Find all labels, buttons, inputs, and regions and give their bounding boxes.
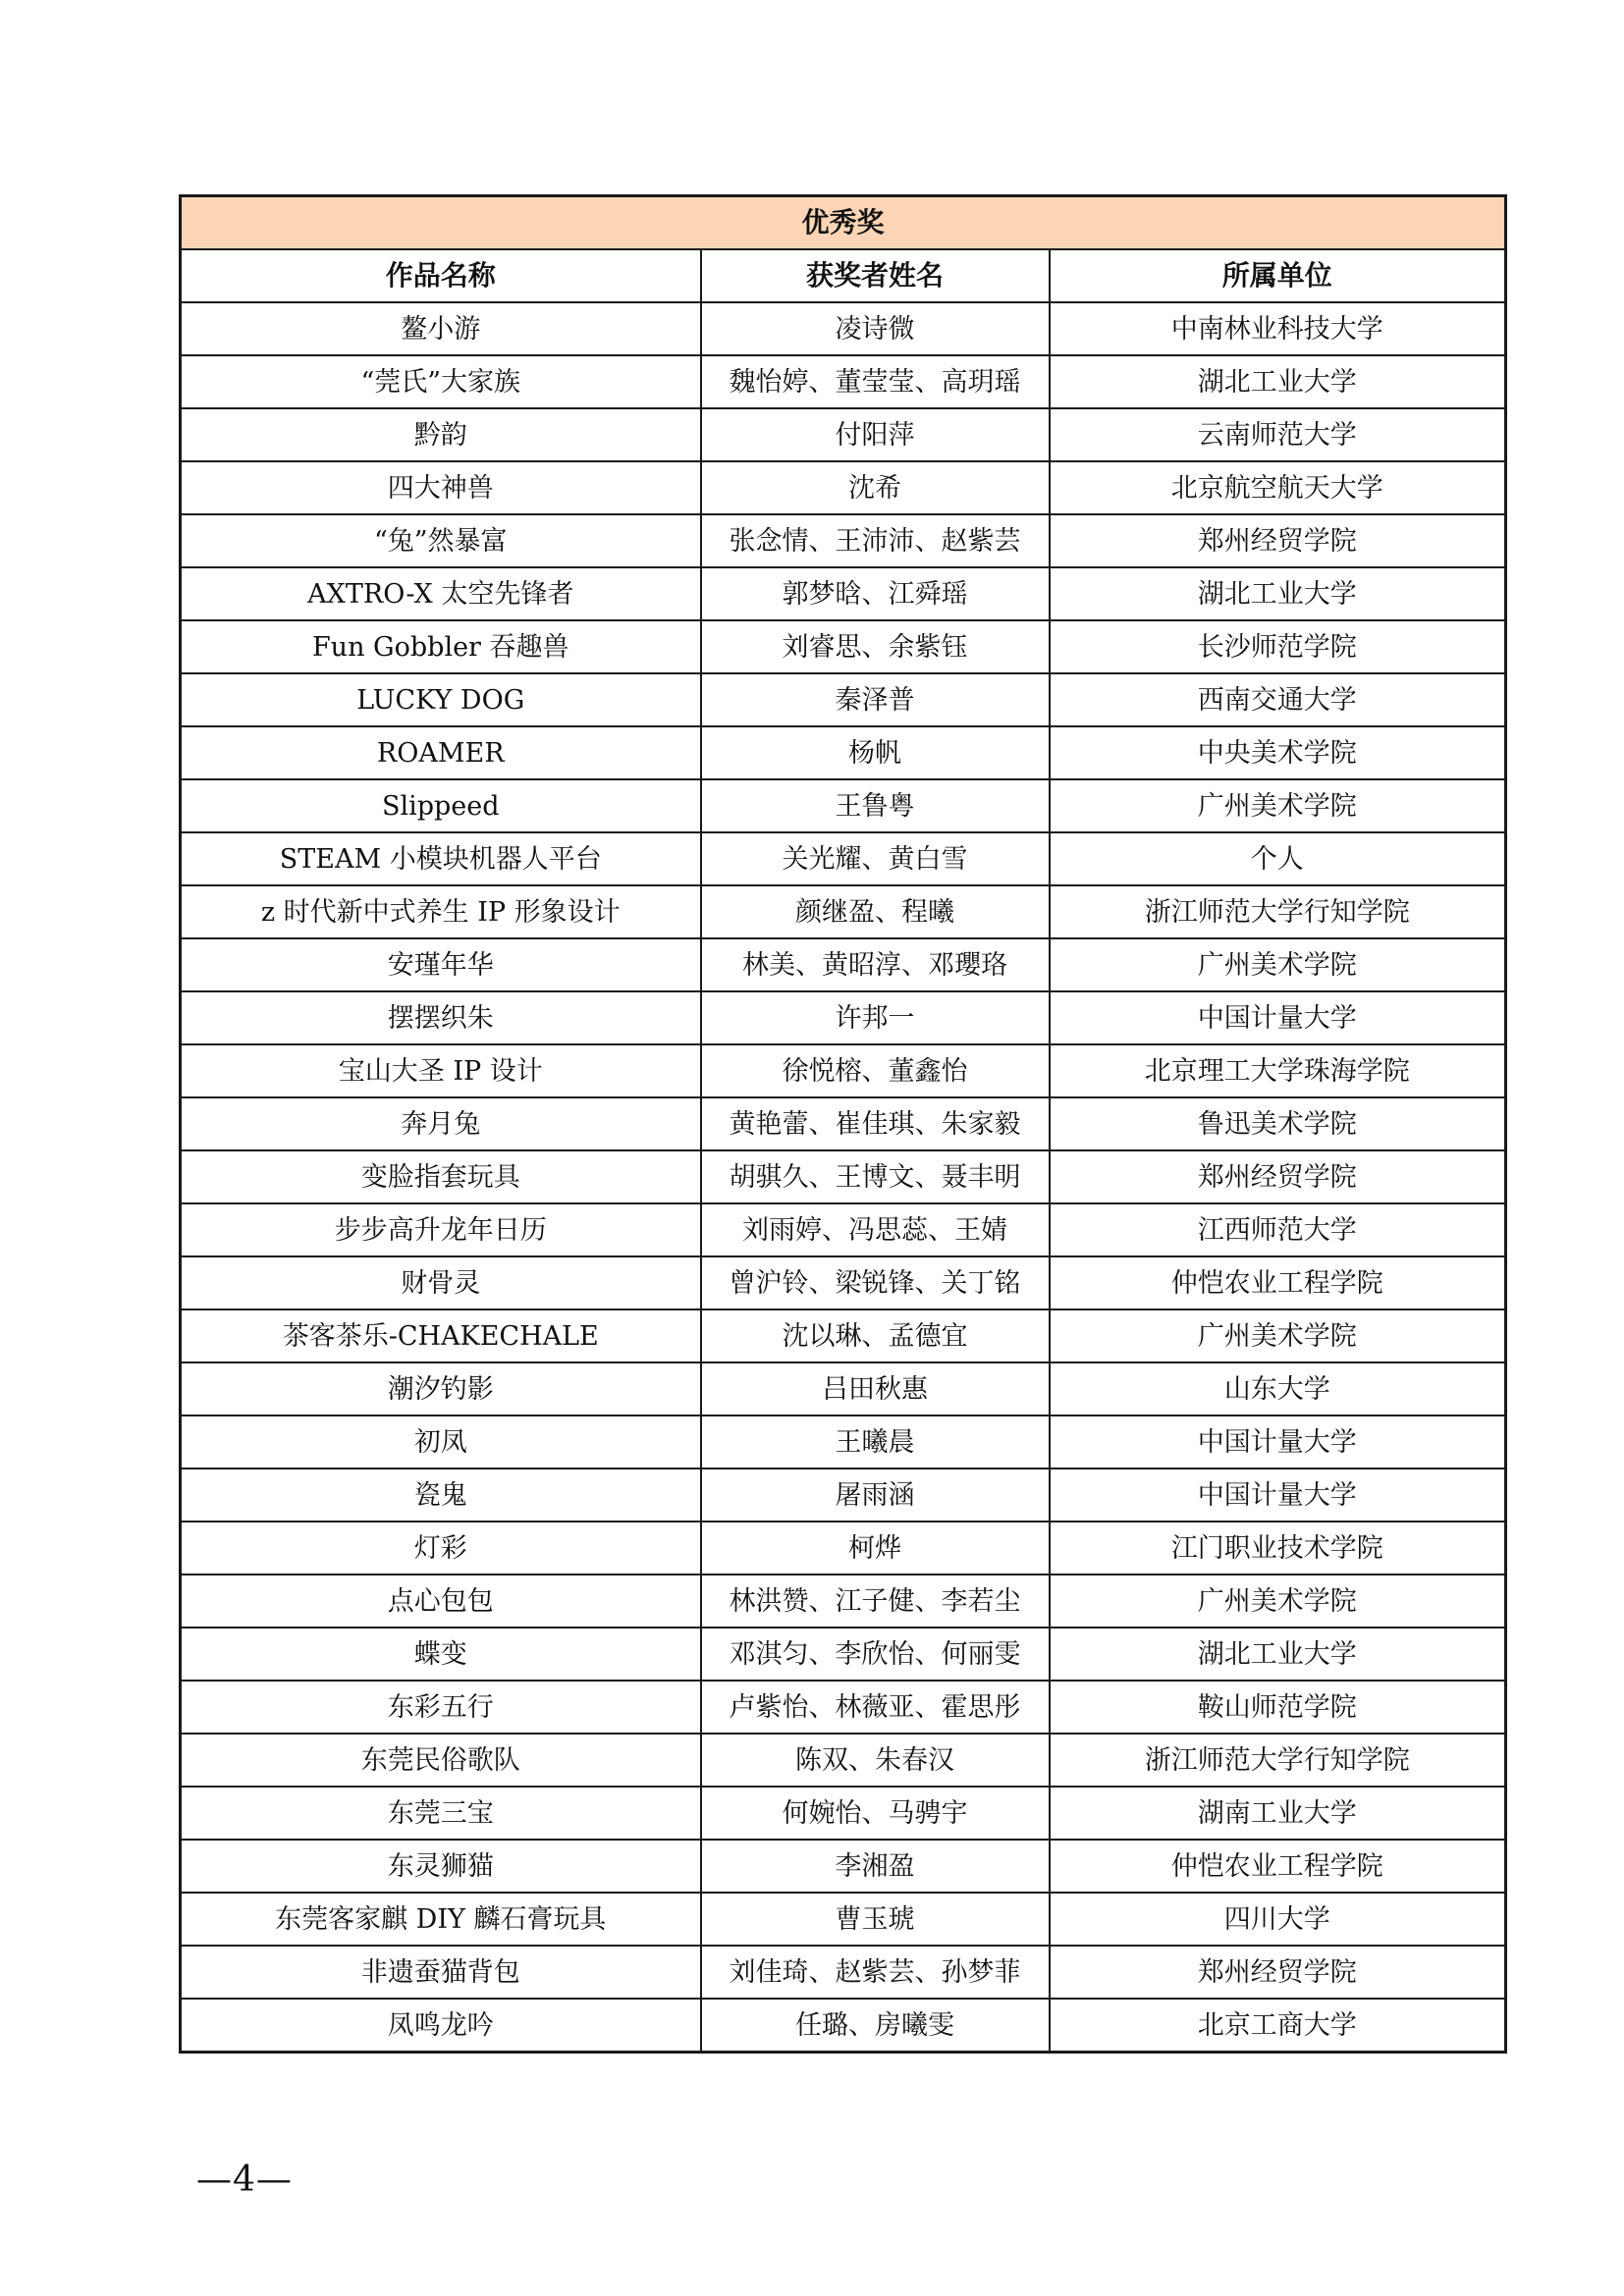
winner-names-cell: 任璐、房曦雯 (701, 1999, 1050, 2053)
work-name-cell: 东莞客家麒 DIY 麟石膏玩具 (181, 1893, 701, 1946)
winner-names-cell: 王曦晨 (701, 1415, 1050, 1468)
table-row (181, 1575, 1506, 1628)
table-row (181, 461, 1506, 514)
table-row (181, 1203, 1506, 1256)
header-row (181, 249, 1506, 302)
table-row (181, 302, 1506, 355)
affiliation-cell: 中国计量大学 (1050, 1415, 1506, 1468)
winner-names-cell: 李湘盈 (701, 1840, 1050, 1893)
table-row (181, 1097, 1506, 1150)
table-row (181, 355, 1506, 408)
winner-names-cell: 徐悦榕、董鑫怡 (701, 1044, 1050, 1097)
affiliation-cell: 广州美术学院 (1050, 1575, 1506, 1628)
table-row (181, 1468, 1506, 1522)
table-row (181, 726, 1506, 779)
winner-names-cell: 关光耀、黄白雪 (701, 832, 1050, 885)
table-row (181, 1946, 1506, 1999)
winner-names-cell: 林洪赞、江子健、李若尘 (701, 1575, 1050, 1628)
affiliation-cell: 湖北工业大学 (1050, 1628, 1506, 1681)
table-row (181, 1256, 1506, 1309)
winner-names-cell: 刘睿思、余紫钰 (701, 620, 1050, 673)
table-row (181, 1309, 1506, 1362)
table-row (181, 514, 1506, 567)
winner-names-cell: 林美、黄昭淳、邓瓔珞 (701, 938, 1050, 991)
table-row (181, 408, 1506, 461)
affiliation-cell: 湖南工业大学 (1050, 1787, 1506, 1840)
table-row (181, 938, 1506, 991)
table-row (181, 1044, 1506, 1097)
work-name-cell: 鳌小游 (181, 302, 701, 355)
work-name-cell: 东灵狮猫 (181, 1840, 701, 1893)
affiliation-cell: 郑州经贸学院 (1050, 1150, 1506, 1203)
table-row (181, 991, 1506, 1044)
work-name-cell: 财骨灵 (181, 1256, 701, 1309)
work-name-cell: Slippeed (181, 779, 701, 832)
winner-names-cell: 陈双、朱春汉 (701, 1734, 1050, 1787)
affiliation-cell: 仲恺农业工程学院 (1050, 1840, 1506, 1893)
header-winner-names: 获奖者姓名 (701, 249, 1050, 302)
work-name-cell: ROAMER (181, 726, 701, 779)
work-name-cell: 点心包包 (181, 1575, 701, 1628)
affiliation-cell: 西南交通大学 (1050, 673, 1506, 726)
work-name-cell: 灯彩 (181, 1522, 701, 1575)
affiliation-cell: 广州美术学院 (1050, 1309, 1506, 1362)
work-name-cell: 奔月兔 (181, 1097, 701, 1150)
page-number: —4— (196, 2160, 293, 2200)
table-row (181, 832, 1506, 885)
winner-names-cell: 胡骐久、王博文、聂丰明 (701, 1150, 1050, 1203)
work-name-cell: LUCKY DOG (181, 673, 701, 726)
work-name-cell: STEAM 小模块机器人平台 (181, 832, 701, 885)
work-name-cell: 蝶变 (181, 1628, 701, 1681)
table-row (181, 1734, 1506, 1787)
work-name-cell: 变脸指套玩具 (181, 1150, 701, 1203)
table-row (181, 1893, 1506, 1946)
affiliation-cell: 江西师范大学 (1050, 1203, 1506, 1256)
winner-names-cell: 刘佳琦、赵紫芸、孙梦菲 (701, 1946, 1050, 1999)
header-work-name: 作品名称 (181, 249, 701, 302)
work-name-cell: 黔韵 (181, 408, 701, 461)
affiliation-cell: 中央美术学院 (1050, 726, 1506, 779)
work-name-cell: 东彩五行 (181, 1681, 701, 1734)
table-row (181, 1522, 1506, 1575)
winner-names-cell: 杨帆 (701, 726, 1050, 779)
winner-names-cell: 吕田秋惠 (701, 1362, 1050, 1415)
table-row (181, 673, 1506, 726)
affiliation-cell: 仲恺农业工程学院 (1050, 1256, 1506, 1309)
work-name-cell: 宝山大圣 IP 设计 (181, 1044, 701, 1097)
winner-names-cell: 邓淇匀、李欣怡、何丽雯 (701, 1628, 1050, 1681)
work-name-cell: 步步高升龙年日历 (181, 1203, 701, 1256)
work-name-cell: 初凤 (181, 1415, 701, 1468)
table-row (181, 1681, 1506, 1734)
affiliation-cell: 山东大学 (1050, 1362, 1506, 1415)
table-row (181, 885, 1506, 938)
winner-names-cell: 郭梦晗、江舜瑶 (701, 567, 1050, 620)
affiliation-cell: 江门职业技术学院 (1050, 1522, 1506, 1575)
work-name-cell: z 时代新中式养生 IP 形象设计 (181, 885, 701, 938)
winner-names-cell: 柯烨 (701, 1522, 1050, 1575)
work-name-cell: 非遗蚕猫背包 (181, 1946, 701, 1999)
winner-names-cell: 付阳萍 (701, 408, 1050, 461)
affiliation-cell: 北京航空航天大学 (1050, 461, 1506, 514)
work-name-cell: “莞氏”大家族 (181, 355, 701, 408)
winner-names-cell: 王鲁粤 (701, 779, 1050, 832)
winner-names-cell: 曹玉琥 (701, 1893, 1050, 1946)
winner-names-cell: 卢紫怡、林薇亚、霍思彤 (701, 1681, 1050, 1734)
affiliation-cell: 浙江师范大学行知学院 (1050, 885, 1506, 938)
table-row (181, 1362, 1506, 1415)
header-affiliation: 所属单位 (1050, 249, 1506, 302)
affiliation-cell: 湖北工业大学 (1050, 567, 1506, 620)
award-title-row (181, 196, 1506, 250)
affiliation-cell: 鞍山师范学院 (1050, 1681, 1506, 1734)
affiliation-cell: 广州美术学院 (1050, 938, 1506, 991)
work-name-cell: 东莞民俗歌队 (181, 1734, 701, 1787)
table-body (181, 302, 1506, 2053)
table-row (181, 779, 1506, 832)
winner-names-cell: 黄艳蕾、崔佳琪、朱家毅 (701, 1097, 1050, 1150)
table-row (181, 1150, 1506, 1203)
work-name-cell: 凤鸣龙吟 (181, 1999, 701, 2053)
table-row (181, 1999, 1506, 2053)
winner-names-cell: 张念情、王沛沛、赵紫芸 (701, 514, 1050, 567)
winner-names-cell: 许邦一 (701, 991, 1050, 1044)
affiliation-cell: 鲁迅美术学院 (1050, 1097, 1506, 1150)
affiliation-cell: 个人 (1050, 832, 1506, 885)
table-row (181, 1628, 1506, 1681)
winner-names-cell: 沈希 (701, 461, 1050, 514)
work-name-cell: 四大神兽 (181, 461, 701, 514)
winner-names-cell: 何婉怡、马骋宇 (701, 1787, 1050, 1840)
work-name-cell: 潮汐钓影 (181, 1362, 701, 1415)
table-row (181, 1415, 1506, 1468)
table-row (181, 1787, 1506, 1840)
affiliation-cell: 北京理工大学珠海学院 (1050, 1044, 1506, 1097)
winner-names-cell: 屠雨涵 (701, 1468, 1050, 1522)
table-row (181, 567, 1506, 620)
work-name-cell: 摆摆织朱 (181, 991, 701, 1044)
work-name-cell: 茶客茶乐-CHAKECHALE (181, 1309, 701, 1362)
affiliation-cell: 中国计量大学 (1050, 991, 1506, 1044)
work-name-cell: 安瑾年华 (181, 938, 701, 991)
affiliation-cell: 浙江师范大学行知学院 (1050, 1734, 1506, 1787)
affiliation-cell: 北京工商大学 (1050, 1999, 1506, 2053)
affiliation-cell: 湖北工业大学 (1050, 355, 1506, 408)
affiliation-cell: 广州美术学院 (1050, 779, 1506, 832)
affiliation-cell: 中南林业科技大学 (1050, 302, 1506, 355)
winner-names-cell: 魏怡婷、董莹莹、高玥瑶 (701, 355, 1050, 408)
winner-names-cell: 秦泽普 (701, 673, 1050, 726)
affiliation-cell: 四川大学 (1050, 1893, 1506, 1946)
winner-names-cell: 颜继盈、程曦 (701, 885, 1050, 938)
affiliation-cell: 长沙师范学院 (1050, 620, 1506, 673)
award-table (179, 194, 1507, 2054)
work-name-cell: AXTRO-X 太空先锋者 (181, 567, 701, 620)
affiliation-cell: 郑州经贸学院 (1050, 1946, 1506, 1999)
affiliation-cell: 云南师范大学 (1050, 408, 1506, 461)
winner-names-cell: 沈以琳、孟德宜 (701, 1309, 1050, 1362)
winner-names-cell: 刘雨婷、冯思蕊、王婧 (701, 1203, 1050, 1256)
work-name-cell: 瓷鬼 (181, 1468, 701, 1522)
award-title: 优秀奖 (181, 196, 1506, 250)
affiliation-cell: 中国计量大学 (1050, 1468, 1506, 1522)
winner-names-cell: 凌诗微 (701, 302, 1050, 355)
work-name-cell: Fun Gobbler 吞趣兽 (181, 620, 701, 673)
winner-names-cell: 曾沪铃、梁锐锋、关丁铭 (701, 1256, 1050, 1309)
table-row (181, 620, 1506, 673)
table-row (181, 1840, 1506, 1893)
affiliation-cell: 郑州经贸学院 (1050, 514, 1506, 567)
work-name-cell: “兔”然暴富 (181, 514, 701, 567)
work-name-cell: 东莞三宝 (181, 1787, 701, 1840)
